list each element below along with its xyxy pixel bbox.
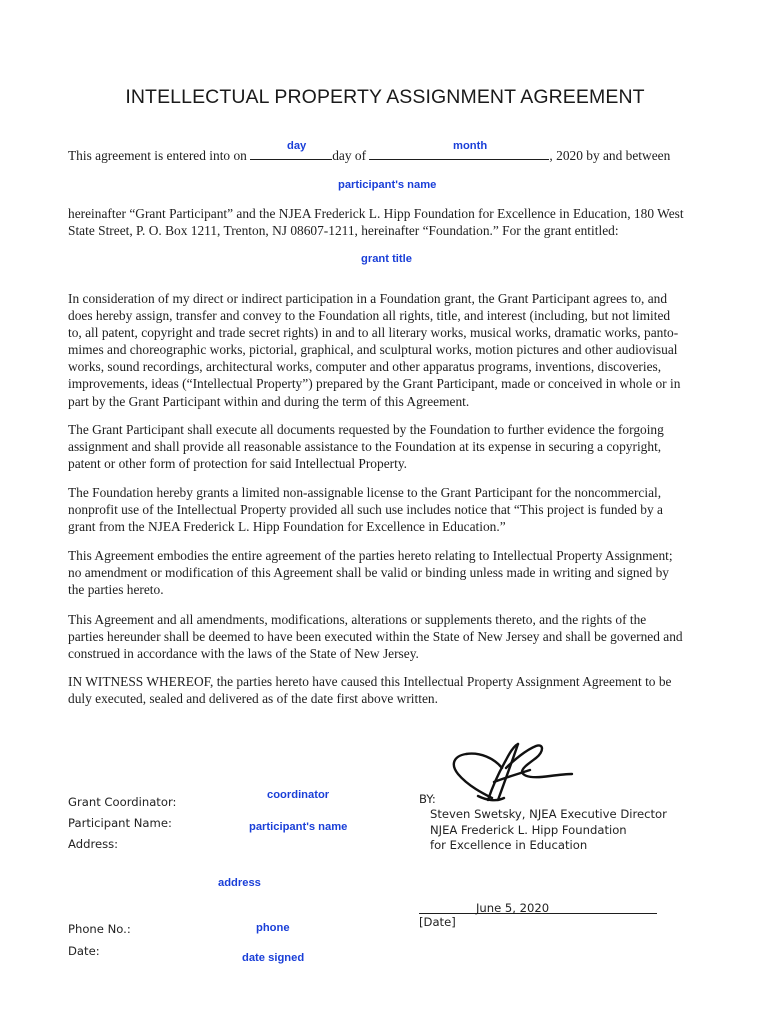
text-line: grant from the NJEA Frederick L. Hipp Foundation for Excellence in Education.” — [68, 519, 506, 535]
grant-coordinator-label: Grant Coordinator: — [68, 795, 177, 809]
text-line: construed in accordance with the laws of the State of New Jersey. — [68, 646, 419, 662]
signer-org-line1: NJEA Frederick L. Hipp Foundation — [430, 823, 627, 837]
paragraph-license — [68, 484, 704, 535]
text-line: does hereby assign, transfer and convey to the Foundation all rights, title, and interest (including, but not limited — [68, 308, 671, 324]
month-underline — [369, 159, 549, 160]
text-line: duly executed, sealed and delivered as of the date first above written. — [68, 691, 438, 707]
hereinafter-paragraph — [68, 205, 704, 239]
text-line: This Agreement embodies the entire agreement of the parties hereto relating to Intellectual Property Assignment; — [68, 548, 673, 563]
phone-label: Phone No.: — [68, 922, 131, 936]
text-line: patent or other form of protection for said Intellectual Property. — [68, 456, 407, 472]
text-line: to, all patent, copyright and trade secret rights) in and to all literary works, musical works, dramatic works, panto- — [68, 325, 679, 341]
text-line: IN WITNESS WHEREOF, the parties hereto have caused this Intellectual Property Assignment Agreement to be — [68, 674, 672, 689]
text-line: The Grant Participant shall execute all documents requested by the Foundation to further evidence the forgoing — [68, 422, 664, 437]
signer-name: Steven Swetsky, NJEA Executive Director — [430, 807, 667, 821]
text-line: parties hereunder shall be deemed to have been executed within the State of New Jersey and shall be governed and — [68, 629, 683, 645]
paragraph-governing-law — [68, 611, 704, 662]
text-line: assignment and shall provide all reasonable assistance to the Foundation at its expense in securing a copyright, — [68, 439, 662, 455]
signed-date: June 5, 2020 — [476, 901, 550, 915]
date-label: Date: — [68, 944, 100, 958]
address-field[interactable]: address — [218, 877, 261, 889]
text-line: mimes and choreographic works, pictorial, graphical, and sculptural works, motion pictures and other audiovisual — [68, 342, 678, 358]
handwritten-signature — [448, 738, 578, 808]
intro-prefix: This agreement is entered into on — [68, 148, 247, 163]
month-field[interactable]: month — [453, 140, 488, 152]
signer-org-line2: for Excellence in Education — [430, 838, 588, 852]
text-line: the parties hereto. — [68, 582, 164, 598]
participant-name-field[interactable]: participant's name — [338, 179, 437, 191]
text-line: improvements, ideas (“Intellectual Property”) prepared by the Grant Participant, made or conceived in whole or in — [68, 376, 681, 392]
paragraph-consideration — [68, 290, 704, 410]
text-line: part by the Grant Participant within and during the term of this Agreement. — [68, 393, 470, 409]
phone-field[interactable]: phone — [256, 922, 290, 934]
text-line: works, sound recordings, architectural works, computer and other apparatus programs, inventions, discoveries, — [68, 359, 662, 375]
coordinator-field[interactable]: coordinator — [267, 789, 330, 801]
text-line: In consideration of my direct or indirect participation in a Foundation grant, the Grant Participant agrees to, and — [68, 291, 668, 306]
participant-name-sig-field[interactable]: participant's name — [249, 821, 348, 833]
day-underline — [250, 159, 332, 160]
grant-title-field[interactable]: grant title — [361, 253, 412, 265]
text-line: hereinafter “Grant Participant” and the NJEA Frederick L. Hipp Foundation for Excellence in Education, 180 West — [68, 206, 684, 221]
by-label: BY: — [419, 792, 436, 806]
document-title: INTELLECTUAL PROPERTY ASSIGNMENT AGREEMENT — [125, 86, 645, 108]
participant-name-label: Participant Name: — [68, 816, 172, 830]
day-field[interactable]: day — [287, 140, 307, 152]
date-signed-field[interactable]: date signed — [242, 952, 305, 964]
date-caption: [Date] — [419, 915, 456, 929]
intro-dayof: day of — [332, 148, 367, 163]
text-line: This Agreement and all amendments, modifications, alterations or supplements thereto, and the rights of the — [68, 612, 647, 627]
text-line: no amendment or modification of this Agreement shall be valid or binding unless made in writing and signed by — [68, 565, 669, 581]
paragraph-entire-agreement — [68, 547, 704, 598]
paragraph-execute-documents — [68, 421, 704, 472]
text-line: nonprofit use of the Intellectual Property provided all such use includes notice that “This project is funded by a — [68, 502, 663, 518]
address-label: Address: — [68, 837, 119, 851]
intro-suffix: , 2020 by and between — [549, 148, 671, 163]
paragraph-witness — [68, 673, 704, 707]
text-line: The Foundation hereby grants a limited non-assignable license to the Grant Participant for the noncommercial, — [68, 485, 662, 500]
intro-line — [68, 147, 670, 164]
text-line: State Street, P. O. Box 1211, Trenton, NJ 08607-1211, hereinafter “Foundation.” For the grant entitled: — [68, 223, 619, 239]
date-signature-line — [419, 913, 657, 914]
